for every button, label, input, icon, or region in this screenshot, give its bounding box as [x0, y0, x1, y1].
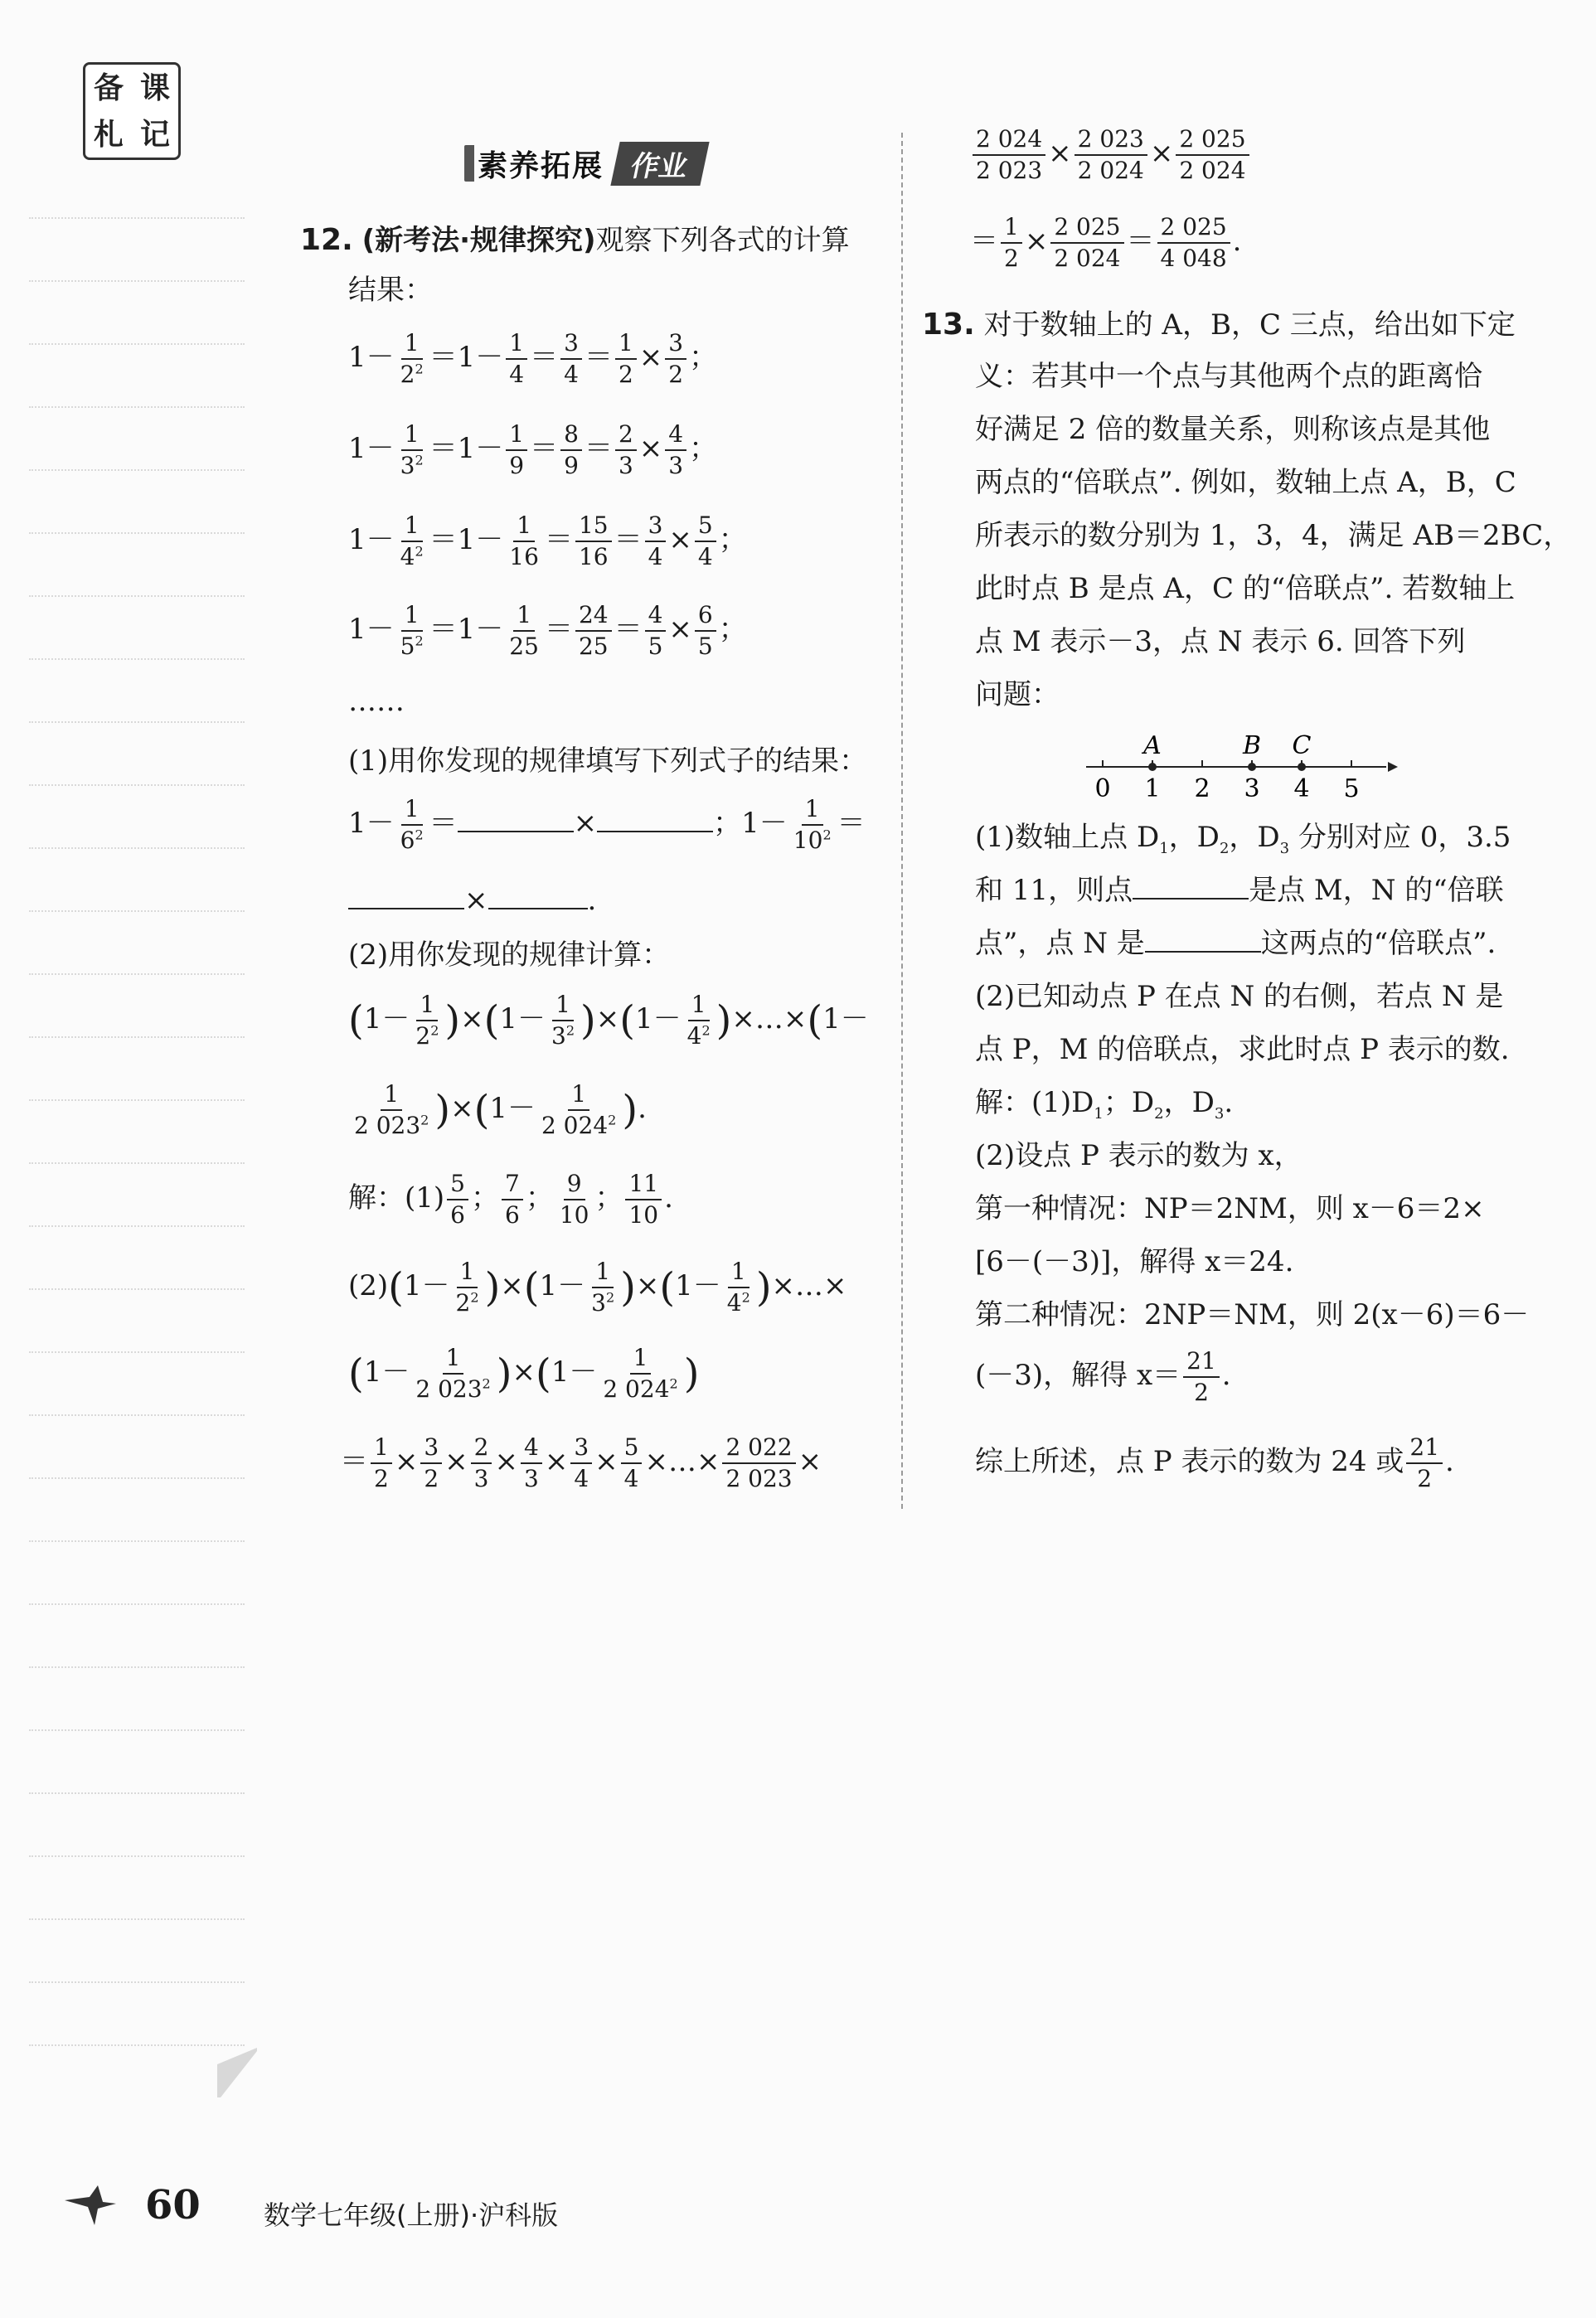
question-number: 13. — [922, 308, 975, 342]
question-intro-cont: 结果： — [348, 274, 433, 307]
page-number: 60 — [145, 2182, 201, 2228]
axis-point-label: C — [1292, 731, 1312, 760]
text-run: (－3)，解得 x＝ — [975, 1359, 1181, 1393]
part-1-blanks-cont: × . — [348, 884, 596, 918]
part-2-expression: (1－ $\frac{1}{2^2}$ )×(1－ $\frac{1}{3^2}$ )×(1－ $\frac{1}{4^2}$ )×…×(1－ — [348, 991, 869, 1050]
solution-part-2: (2)(1－ $\frac{1}{2^2}$ )×(1－ $\frac{1}{3^2}$ )×(1－ $\frac{1}{4^2}$ )×…× — [348, 1258, 847, 1317]
section-title: 素养拓展 — [478, 148, 604, 183]
axis-tick-label: 0 — [1094, 774, 1111, 803]
page-corner-decoration — [217, 2048, 257, 2097]
answer-blank[interactable] — [488, 886, 588, 909]
solution-product-cont: $\frac{2 024}{2 023}$ × $\frac{2 023}{2 024}$ × $\frac{2 025}{2 024}$ — [970, 126, 1252, 184]
q13-part-2-line-1: (2)已知动点 P 在点 N 的右侧，若点 N 是 — [975, 980, 1504, 1013]
question-number: 12. — [300, 223, 353, 257]
text-run: ，D — [1229, 821, 1280, 854]
axis-point-label: A — [1143, 731, 1162, 760]
footer-ornament-icon — [65, 2185, 131, 2227]
axis-arrow-icon — [1388, 762, 1398, 772]
text-run: (1)数轴上点 D — [975, 821, 1160, 854]
section-banner — [464, 143, 705, 184]
q13-conclusion: 综上所述，点 P 表示的数为 24 或 $\frac{21}{2}$ . — [975, 1433, 1454, 1493]
badge-char: 课 — [139, 70, 170, 105]
q13-solution-2: (2)设点 P 表示的数为 x， — [975, 1139, 1303, 1172]
question-text: 好满足 2 倍的数量关系，则称该点是其他 — [975, 413, 1491, 446]
badge-char: 备 — [93, 70, 124, 105]
q13-part-1-line-3 — [975, 927, 1496, 961]
axis-tick-label: 1 — [1144, 774, 1161, 803]
answer-blank[interactable] — [597, 809, 713, 832]
q13-case-2-cont: (－3)，解得 x＝ $\frac{21}{2}$ . — [975, 1347, 1231, 1407]
axis-tick-label: 3 — [1244, 774, 1260, 803]
answer-blank[interactable] — [1145, 929, 1261, 953]
solution-result: ＝ $\frac{1}{2}$ × $\frac{2 025}{2 024}$ ＝ $\frac{2 025}{4 048}$ . — [970, 213, 1242, 273]
text-run: 和 11，则点 — [975, 874, 1133, 907]
q13-case-2: 第二种情况：2NP＝NM，则 2(x－6)＝6－ — [975, 1298, 1530, 1331]
question-text: 所表示的数分别为 1，3，4，满足 AB＝2BC， — [975, 519, 1572, 552]
axis-point-label: B — [1242, 731, 1262, 760]
section-tag: 作业 — [610, 142, 709, 186]
solution-part-1: 解：(1) $\frac{5}{6}$ ； $\frac{7}{6}$ ； $\frac{9}{10}$ ； $\frac{11}{10}$ . — [348, 1170, 673, 1229]
text-run: 解：(1)D — [975, 1086, 1094, 1119]
q13-case-1: 第一种情况：NP＝2NM，则 x－6＝2× — [975, 1192, 1485, 1225]
axis-tick-label: 2 — [1194, 774, 1210, 803]
solution-product: ＝ $\frac{1}{2}$ × $\frac{3}{2}$ × $\frac{2}{3}$ × $\frac{4}{3}$ × $\frac{3}{4}$ × $\frac{5}{4}$ ×…× $\frac{2 022}{2 023}$ × — [340, 1433, 822, 1493]
question-text: 点 M 表示－3，点 N 表示 6. 回答下列 — [975, 625, 1466, 658]
q13-solution-1: 解：$(1)D_1$；$D_2$，$D_3$. — [975, 1086, 1234, 1123]
q13-line-1 — [922, 307, 1516, 342]
q13-part-1-line-2 — [975, 874, 1504, 908]
q12-heading — [300, 222, 850, 258]
question-text: 对于数轴上的 A，B，C 三点，给出如下定 — [983, 308, 1516, 342]
question-intro: 观察下列各式的计算 — [595, 224, 850, 257]
part-2-expression-cont: $\frac{1}{2 023^2}$ )×(1－ $\frac{1}{2 024^2}$ ). — [354, 1080, 647, 1140]
axis-tick-label: 4 — [1293, 774, 1310, 803]
axis-tick-label: 5 — [1343, 774, 1360, 803]
part-1-blanks: 1－ $\frac{1}{6^2}$ ＝ × ；1－ $\frac{1}{10^2}$ ＝ — [348, 795, 866, 855]
axis-point — [1298, 763, 1306, 771]
pattern-line-1: 1－ $\frac{1}{2^2}$ ＝1－ $\frac{1}{4}$ ＝ $\frac{3}{4}$ ＝ $\frac{1}{2}$ × $\frac{3}{2}$ ； — [348, 329, 718, 389]
question-text: 两点的“倍联点”. 例如，数轴上点 A，B，C — [975, 466, 1516, 499]
q13-part-2-line-2: 点 P，M 的倍联点，求此时点 P 表示的数. — [975, 1033, 1510, 1066]
question-tag: (新考法·规律探究) — [361, 224, 596, 257]
q13-part-1-line-1: (1)数轴上点 $D_1$，$D_2$，$D_3$ 分别对应 0，3.5 — [975, 821, 1511, 857]
axis-point — [1248, 763, 1256, 771]
solution-part-2-cont: (1－ $\frac{1}{2 023^2}$ )×(1－ $\frac{1}{2 024^2}$ ) — [348, 1344, 700, 1404]
solution-label: 解：(1) — [348, 1181, 445, 1215]
badge-char: 札 — [93, 117, 124, 152]
answer-blank[interactable] — [348, 886, 464, 909]
number-line-figure — [1078, 721, 1409, 812]
axis-point — [1148, 763, 1157, 771]
badge-char: 记 — [139, 117, 170, 152]
text-run: 这两点的“倍联点”. — [1260, 927, 1497, 960]
question-text: 此时点 B 是点 A，C 的“倍联点”. 若数轴上 — [975, 572, 1516, 605]
text-run: 分别对应 0，3.5 — [1289, 821, 1511, 854]
q13-case-1-cont: [6－(－3)]，解得 x＝24. — [975, 1245, 1294, 1278]
part-1-prompt: (1)用你发现的规律填写下列式子的结果： — [348, 744, 868, 778]
lesson-notes-badge — [83, 62, 181, 160]
text-run: 综上所述，点 P 表示的数为 24 或 — [975, 1445, 1404, 1479]
text-run: ，D — [1168, 821, 1220, 854]
text-run: 点”，点 N 是 — [975, 927, 1145, 960]
part-2-prompt: (2)用你发现的规律计算： — [348, 938, 671, 972]
banner-marker — [464, 145, 474, 182]
question-text: 义：若其中一个点与其他两个点的距离恰 — [975, 360, 1482, 393]
book-title: 数学七年级(上册)·沪科版 — [264, 2199, 559, 2231]
question-text: 问题： — [975, 678, 1060, 711]
column-divider — [901, 133, 903, 1509]
text-run: 是点 M，N 的“倍联 — [1249, 874, 1504, 907]
answer-blank[interactable] — [458, 809, 574, 832]
pattern-line-3: 1－ $\frac{1}{4^2}$ ＝1－ $\frac{1}{16}$ ＝ $\frac{15}{16}$ ＝ $\frac{3}{4}$ × $\frac{5}{4}$ ； — [348, 512, 747, 571]
answer-blank[interactable] — [1133, 876, 1249, 900]
pattern-line-2: 1－ $\frac{1}{3^2}$ ＝1－ $\frac{1}{9}$ ＝ $\frac{8}{9}$ ＝ $\frac{2}{3}$ × $\frac{4}{3}$ ； — [348, 420, 718, 480]
ellipsis: …… — [348, 685, 405, 718]
pattern-line-4: 1－ $\frac{1}{5^2}$ ＝1－ $\frac{1}{25}$ ＝ $\frac{24}{25}$ ＝ $\frac{4}{5}$ × $\frac{6}{5}$ ； — [348, 601, 747, 661]
